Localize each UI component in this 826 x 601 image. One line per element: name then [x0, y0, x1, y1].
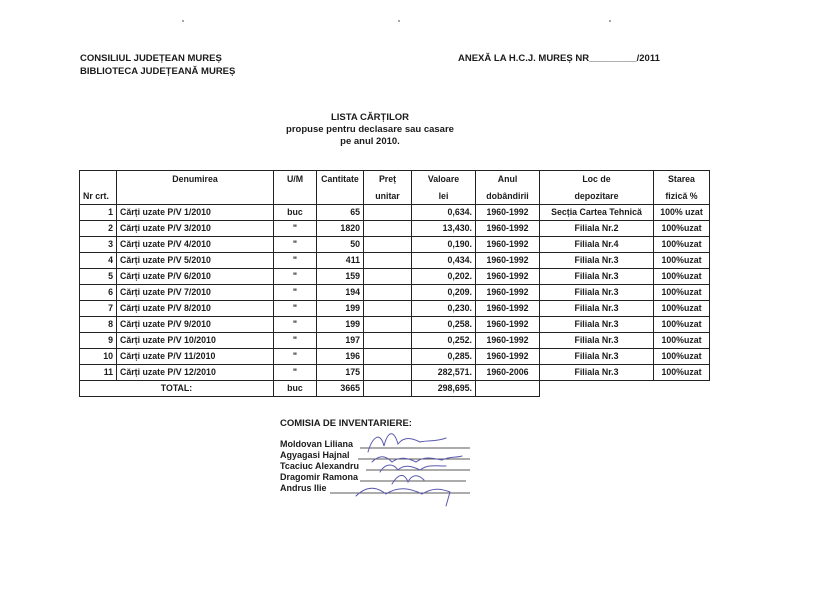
cell-valoare: 0,230.	[412, 301, 476, 317]
cell-valoare: 0,634.	[412, 205, 476, 221]
header-lei: lei	[412, 188, 476, 205]
commission-title: COMISIA DE INVENTARIERE:	[280, 418, 412, 429]
cell-loc: Filiala Nr.3	[540, 285, 654, 301]
total-cantitate: 3665	[317, 381, 364, 397]
cell-loc: Filiala Nr.3	[540, 253, 654, 269]
annex-reference: ANEXĂ LA H.C.J. MUREȘ NR_________/2011	[458, 53, 660, 64]
cell-loc: Filiala Nr.3	[540, 301, 654, 317]
cell-nr: 5	[80, 269, 117, 285]
cell-loc: Secția Cartea Tehnică	[540, 205, 654, 221]
header-pret: Preț	[364, 171, 412, 189]
member-name: Andrus Ilie	[280, 483, 327, 493]
cell-starea: 100%uzat	[654, 285, 710, 301]
cell-starea: 100%uzat	[654, 237, 710, 253]
cell-cantitate: 194	[317, 285, 364, 301]
member-name: Moldovan Liliana	[280, 439, 354, 449]
cell-cantitate: 159	[317, 269, 364, 285]
cell-nr: 11	[80, 365, 117, 381]
total-label: TOTAL:	[80, 381, 274, 397]
cell-denumirea: Cărți uzate P/V 9/2010	[117, 317, 274, 333]
member-name: Dragomir Ramona	[280, 472, 359, 482]
cell-valoare: 13,430.	[412, 221, 476, 237]
cell-denumirea: Cărți uzate P/V 4/2010	[117, 237, 274, 253]
header-denumirea: Denumirea	[117, 171, 274, 189]
cell-denumirea: Cărți uzate P/V 5/2010	[117, 253, 274, 269]
cell-loc: Filiala Nr.3	[540, 333, 654, 349]
cell-loc: Filiala Nr.3	[540, 269, 654, 285]
header-unitar: unitar	[364, 188, 412, 205]
header-dobandirii: dobândirii	[476, 188, 540, 205]
cell-cantitate: 1820	[317, 221, 364, 237]
cell-loc: Filiala Nr.3	[540, 365, 654, 381]
cell-anul: 1960-1992	[476, 349, 540, 365]
header-starea: Starea	[654, 171, 710, 189]
cell-cantitate: 196	[317, 349, 364, 365]
cell-nr: 2	[80, 221, 117, 237]
cell-cantitate: 411	[317, 253, 364, 269]
org-line-library: BIBLIOTECA JUDEȚEANĂ MUREȘ	[80, 66, 236, 77]
cell-denumirea: Cărți uzate P/V 3/2010	[117, 221, 274, 237]
header-valoare: Valoare	[412, 171, 476, 189]
cell-denumirea: Cărți uzate P/V 10/2010	[117, 333, 274, 349]
member-name: Tcaciuc Alexandru	[280, 461, 360, 471]
cell-starea: 100%uzat	[654, 253, 710, 269]
header-anul: Anul	[476, 171, 540, 189]
cell-starea: 100%uzat	[654, 301, 710, 317]
cell-nr: 7	[80, 301, 117, 317]
cell-um: "	[274, 269, 317, 285]
cell-um: buc	[274, 205, 317, 221]
header-um: U/M	[274, 171, 317, 189]
cell-anul: 1960-1992	[476, 221, 540, 237]
cell-denumirea: Cărți uzate P/V 8/2010	[117, 301, 274, 317]
cell-valoare: 0,190.	[412, 237, 476, 253]
cell-anul: 1960-1992	[476, 333, 540, 349]
total-valoare: 298,695.	[412, 381, 476, 397]
member-name: Agyagasi Hajnal	[280, 450, 350, 460]
cell-valoare: 0,434.	[412, 253, 476, 269]
cell-um: "	[274, 301, 317, 317]
title-line-1: LISTA CĂRȚILOR	[330, 112, 410, 123]
cell-denumirea: Cărți uzate P/V 12/2010	[117, 365, 274, 381]
cell-nr: 3	[80, 237, 117, 253]
cell-um: "	[274, 365, 317, 381]
cell-anul: 1960-1992	[476, 317, 540, 333]
cell-anul: 1960-1992	[476, 253, 540, 269]
cell-loc: Filiala Nr.3	[540, 317, 654, 333]
cell-anul: 1960-1992	[476, 269, 540, 285]
org-line-council: CONSILIUL JUDEȚEAN MUREȘ	[80, 53, 222, 64]
cell-denumirea: Cărți uzate P/V 7/2010	[117, 285, 274, 301]
cell-um: "	[274, 253, 317, 269]
cell-valoare: 0,258.	[412, 317, 476, 333]
cell-valoare: 0,202.	[412, 269, 476, 285]
cell-valoare: 0,285.	[412, 349, 476, 365]
cell-nr: 8	[80, 317, 117, 333]
signature-dragomir	[392, 475, 424, 484]
cell-cantitate: 50	[317, 237, 364, 253]
cell-loc: Filiala Nr.3	[540, 349, 654, 365]
cell-anul: 1960-1992	[476, 285, 540, 301]
cell-starea: 100%uzat	[654, 317, 710, 333]
header-nr-crt: Nr crt.	[80, 188, 117, 205]
cell-starea: 100%uzat	[654, 365, 710, 381]
cell-anul: 1960-1992	[476, 205, 540, 221]
cell-cantitate: 199	[317, 317, 364, 333]
cell-nr: 10	[80, 349, 117, 365]
cell-um: "	[274, 237, 317, 253]
signature-andrus	[356, 488, 450, 506]
cell-valoare: 282,571.	[412, 365, 476, 381]
header-loc: Loc de	[540, 171, 654, 189]
cell-anul: 1960-2006	[476, 365, 540, 381]
signature-moldovan	[368, 434, 446, 452]
cell-denumirea: Cărți uzate P/V 6/2010	[117, 269, 274, 285]
cell-um: "	[274, 285, 317, 301]
cell-denumirea: Cărți uzate P/V 1/2010	[117, 205, 274, 221]
cell-anul: 1960-1992	[476, 301, 540, 317]
header-cantitate: Cantitate	[317, 171, 364, 189]
cell-denumirea: Cărți uzate P/V 11/2010	[117, 349, 274, 365]
cell-loc: Filiala Nr.4	[540, 237, 654, 253]
cell-starea: 100%uzat	[654, 221, 710, 237]
cell-nr: 1	[80, 205, 117, 221]
title-line-2: propuse pentru declasare sau casare	[286, 124, 454, 135]
cell-valoare: 0,252.	[412, 333, 476, 349]
cell-starea: 100%uzat	[654, 349, 710, 365]
cell-um: "	[274, 333, 317, 349]
cell-starea: 100%uzat	[654, 269, 710, 285]
cell-nr: 4	[80, 253, 117, 269]
cell-nr: 6	[80, 285, 117, 301]
cell-cantitate: 197	[317, 333, 364, 349]
header-depozitare: depozitare	[540, 188, 654, 205]
cell-um: "	[274, 349, 317, 365]
total-um: buc	[274, 381, 317, 397]
cell-um: "	[274, 317, 317, 333]
header-fizica: fizică %	[654, 188, 710, 205]
cell-um: "	[274, 221, 317, 237]
cell-valoare: 0,209.	[412, 285, 476, 301]
cell-loc: Filiala Nr.2	[540, 221, 654, 237]
title-line-3: pe anul 2010.	[340, 136, 400, 147]
cell-starea: 100% uzat	[654, 205, 710, 221]
cell-cantitate: 175	[317, 365, 364, 381]
cell-cantitate: 65	[317, 205, 364, 221]
cell-anul: 1960-1992	[476, 237, 540, 253]
cell-cantitate: 199	[317, 301, 364, 317]
cell-nr: 9	[80, 333, 117, 349]
cell-starea: 100%uzat	[654, 333, 710, 349]
signature-tcaciuc	[380, 465, 446, 472]
